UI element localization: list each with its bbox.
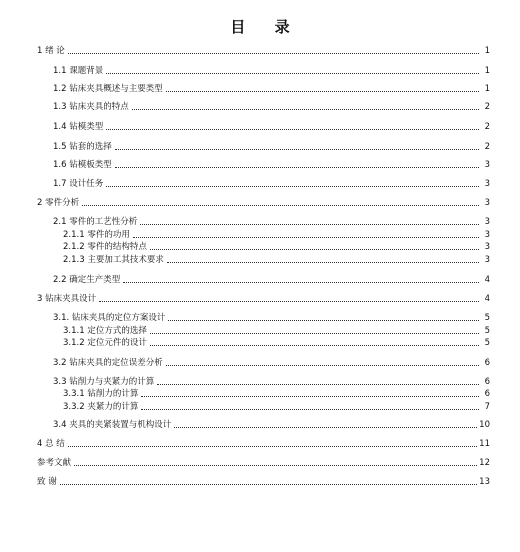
- dot-leader: [68, 446, 477, 447]
- toc-entry-label: 2.1.2 零件的结构特点: [63, 242, 147, 252]
- toc-entry-page-number: 13: [479, 477, 490, 487]
- toc-entry-page-number: 1: [484, 84, 490, 94]
- toc-entry-label: 1.7 设计任务: [53, 179, 104, 189]
- toc-entry-page-number: 6: [484, 358, 490, 368]
- toc-entry[interactable]: [53, 100, 490, 112]
- toc-entry-page-number: 5: [484, 338, 490, 348]
- toc-entry-label: 3.3 钻削力与夹紧力的计算: [53, 377, 155, 387]
- toc-entry[interactable]: [63, 253, 490, 265]
- toc-entry-page-number: 1: [484, 46, 490, 56]
- toc-entry[interactable]: [53, 215, 490, 227]
- toc-entry-page-number: 3: [484, 198, 490, 208]
- dot-leader: [106, 186, 479, 187]
- toc-entry-label: 1.2 钻床夹具概述与主要类型: [53, 84, 163, 94]
- toc-entry-page-number: 3: [484, 217, 490, 227]
- dot-leader: [167, 262, 479, 263]
- toc-entry-label: 1.1 课题背景: [53, 66, 104, 76]
- toc-entry-label: 3 钻床夹具设计: [37, 294, 97, 304]
- toc-entry-page-number: 3: [484, 160, 490, 170]
- dot-leader: [141, 396, 479, 397]
- toc-entry[interactable]: [53, 158, 490, 170]
- dot-leader: [168, 320, 479, 321]
- dot-leader: [166, 365, 479, 366]
- dot-leader: [68, 53, 479, 54]
- toc-entry[interactable]: [37, 292, 490, 304]
- toc-entry-page-number: 2: [484, 142, 490, 152]
- toc-entry-label: 2.1.1 零件的功用: [63, 230, 130, 240]
- toc-entry-page-number: 3: [484, 230, 490, 240]
- dot-leader: [141, 409, 479, 410]
- toc-entry-label: 3.2 钻床夹具的定位误差分析: [53, 358, 163, 368]
- dot-leader: [106, 129, 479, 130]
- toc-entry-label: 3.3.1 钻削力的计算: [63, 389, 139, 399]
- toc-entry[interactable]: [53, 375, 490, 387]
- toc-entry[interactable]: [63, 336, 490, 348]
- toc-entry-page-number: 2: [484, 122, 490, 132]
- toc-entry[interactable]: [63, 400, 490, 412]
- dot-leader: [74, 465, 477, 466]
- toc-entry-label: 1.4 钻模类型: [53, 122, 104, 132]
- dot-leader: [115, 167, 479, 168]
- toc-entry-page-number: 5: [484, 326, 490, 336]
- toc-entry-label: 2.1 零件的工艺性分析: [53, 217, 138, 227]
- toc-entry-label: 3.1. 钻床夹具的定位方案设计: [53, 313, 166, 323]
- toc-entry-page-number: 12: [479, 458, 490, 468]
- toc-entry-label: 1 绪 论: [37, 46, 65, 56]
- toc-entry-page-number: 6: [484, 377, 490, 387]
- page-title: 目 录: [230, 18, 302, 36]
- toc-entry-page-number: 7: [484, 402, 490, 412]
- toc-entry-label: 参考文献: [37, 458, 72, 468]
- toc-entry[interactable]: [53, 273, 490, 285]
- toc-entry[interactable]: [37, 475, 490, 487]
- toc-entry[interactable]: [53, 356, 490, 368]
- dot-leader: [150, 249, 479, 250]
- toc-entry-label: 致 谢: [37, 477, 57, 487]
- dot-leader: [106, 73, 479, 74]
- toc-entry-label: 2.2 确定生产类型: [53, 275, 121, 285]
- toc-entry[interactable]: [63, 228, 490, 240]
- toc-entry[interactable]: [53, 177, 490, 189]
- toc-entry-page-number: 2: [484, 102, 490, 112]
- toc-entry[interactable]: [37, 437, 490, 449]
- dot-leader: [150, 333, 479, 334]
- toc-entry-label: 3.3.2 夹紧力的计算: [63, 402, 139, 412]
- toc-entry-page-number: 10: [479, 420, 490, 430]
- toc-entry-label: 3.4 夹具的夹紧装置与机构设计: [53, 420, 172, 430]
- toc-entry-page-number: 3: [484, 242, 490, 252]
- toc-entry-page-number: 4: [484, 294, 490, 304]
- toc-entry-page-number: 6: [484, 389, 490, 399]
- toc-entry[interactable]: [53, 82, 490, 94]
- toc-entry-label: 2.1.3 主要加工其技术要求: [63, 255, 164, 265]
- dot-leader: [157, 384, 479, 385]
- toc-entry[interactable]: [53, 64, 490, 76]
- toc-entry-page-number: 4: [484, 275, 490, 285]
- toc-entry-label: 1.6 钻模板类型: [53, 160, 112, 170]
- dot-leader: [150, 345, 479, 346]
- dot-leader: [132, 109, 479, 110]
- dot-leader: [99, 301, 479, 302]
- toc-entry-label: 3.1.2 定位元件的设计: [63, 338, 147, 348]
- toc-entry[interactable]: [63, 240, 490, 252]
- toc-entry[interactable]: [53, 311, 490, 323]
- toc-entry[interactable]: [53, 418, 490, 430]
- toc-entry[interactable]: [63, 387, 490, 399]
- toc-entry-label: 1.5 钻套的选择: [53, 142, 112, 152]
- toc-entry[interactable]: [37, 196, 490, 208]
- dot-leader: [140, 224, 479, 225]
- toc-entry-label: 1.3 钻床夹具的特点: [53, 102, 129, 112]
- toc-entry[interactable]: [53, 140, 490, 152]
- toc-entry-page-number: 1: [484, 66, 490, 76]
- dot-leader: [174, 427, 477, 428]
- dot-leader: [166, 91, 479, 92]
- dot-leader: [82, 205, 479, 206]
- toc-entry-page-number: 3: [484, 179, 490, 189]
- toc-entry-label: 2 零件分析: [37, 198, 80, 208]
- toc-entry[interactable]: [37, 456, 490, 468]
- toc-entry-label: 4 总 结: [37, 439, 65, 449]
- toc-entry[interactable]: [53, 120, 490, 132]
- dot-leader: [115, 149, 479, 150]
- toc-entry[interactable]: [37, 44, 490, 56]
- toc-entry-label: 3.1.1 定位方式的选择: [63, 326, 147, 336]
- dot-leader: [123, 282, 479, 283]
- dot-leader: [60, 484, 477, 485]
- dot-leader: [133, 237, 479, 238]
- toc-entry-page-number: 5: [484, 313, 490, 323]
- toc-entry[interactable]: [63, 324, 490, 336]
- toc-entry-page-number: 3: [484, 255, 490, 265]
- toc-entry-page-number: 11: [479, 439, 490, 449]
